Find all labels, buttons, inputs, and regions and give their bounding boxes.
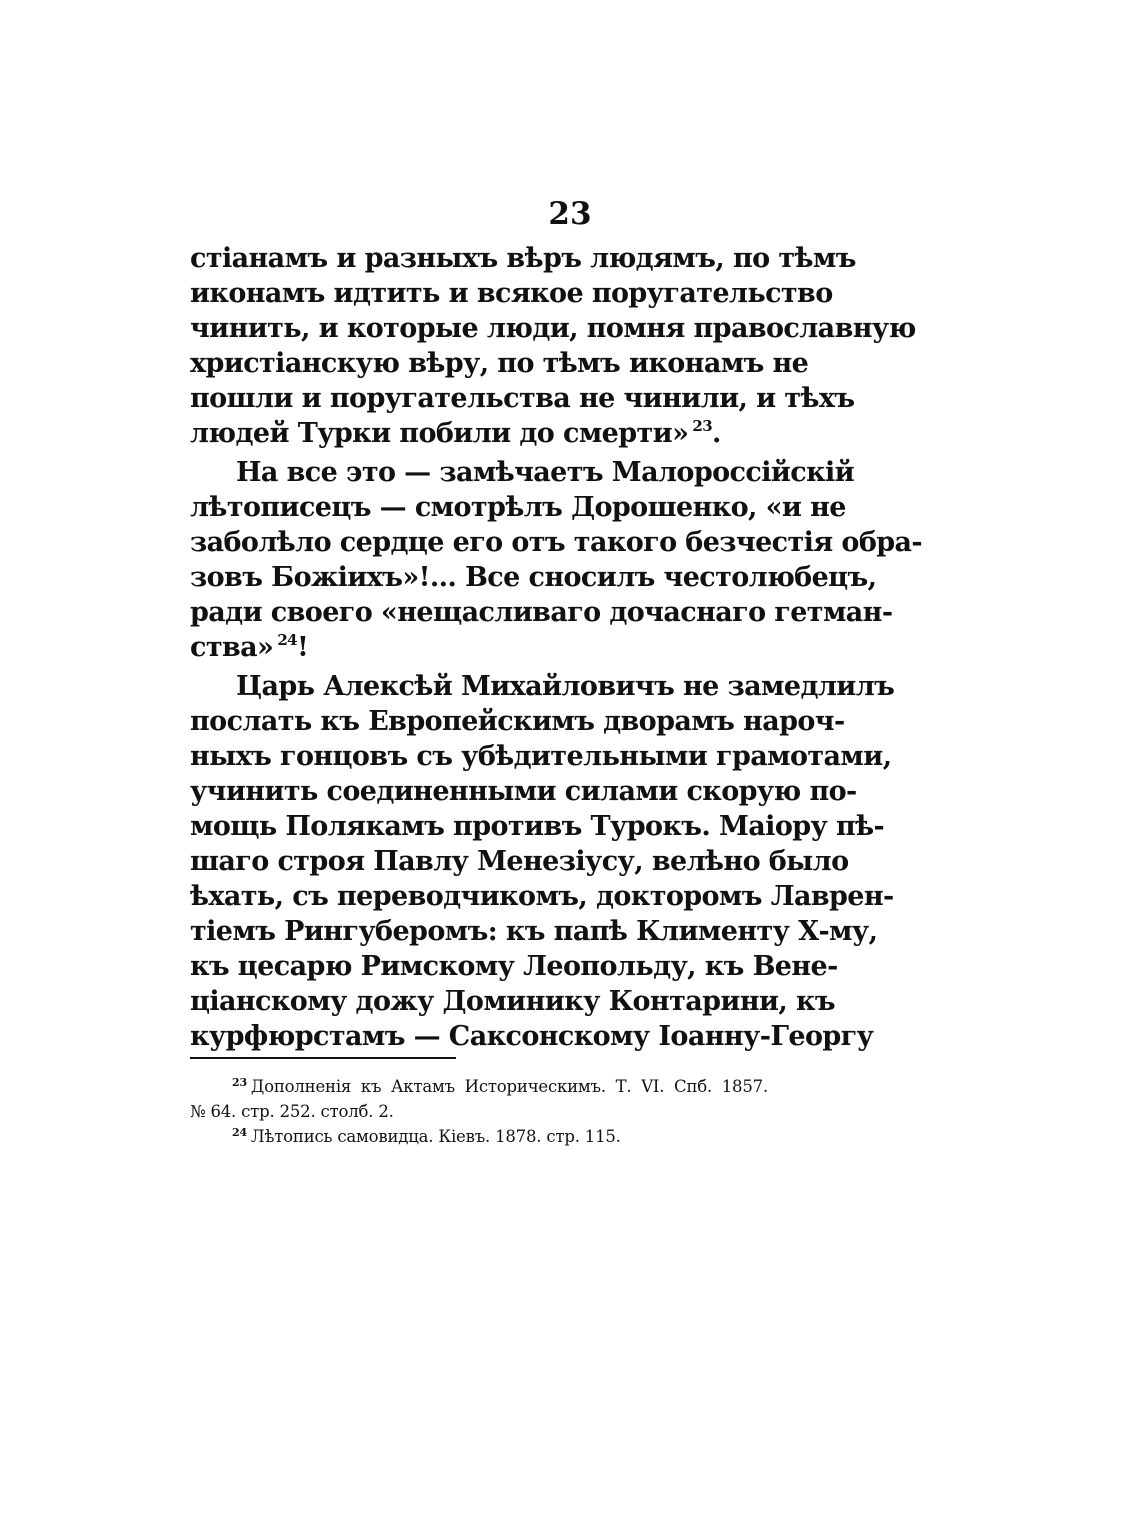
text-line-content: людей Турки побили до смерти» <box>190 418 689 449</box>
text-line: учинить соединенными силами скорую по- <box>190 776 857 807</box>
footnote-24 <box>190 1124 768 1149</box>
text-line: На все это — замѣчаетъ Малороссійскій <box>236 457 855 488</box>
text-line: чинить, и которые люди, помня православную <box>190 313 916 344</box>
text-line: послать къ Европейскимъ дворамъ нароч- <box>190 706 845 737</box>
text-line: шаго строя Павлу Менезіусу, велѣно было <box>190 846 849 877</box>
text-line <box>190 630 768 665</box>
text-line: лѣтописецъ — смотрѣлъ Дорошенко, «и не <box>190 492 846 523</box>
text-line: иконамъ идтить и всякое поругательство <box>190 278 833 309</box>
text-line: пошли и поругательства не чинили, и тѣхъ <box>190 383 855 414</box>
footnotes <box>190 1074 768 1149</box>
text-line: мощь Полякамъ противъ Турокъ. Маіору пѣ- <box>190 811 885 842</box>
footnote-divider <box>190 1057 456 1059</box>
text-line: курфюрстамъ — Саксонскому Іоанну-Георгу <box>190 1021 874 1052</box>
text-line: ныхъ гонцовъ съ убѣдительными грамотами, <box>190 741 892 772</box>
text-line: зовъ Божіихъ»!... Все сносилъ честолюбецъ, <box>190 562 877 593</box>
text-line: ціанскому дожу Доминику Контарини, къ <box>190 986 836 1017</box>
body-text <box>190 241 923 1054</box>
footnote-ref-punct: ! <box>297 632 309 663</box>
footnote-ref-punct: . <box>712 418 721 449</box>
footnote-23-continued: № 64. стр. 252. столб. 2. <box>190 1102 394 1121</box>
page-number: 23 <box>548 196 592 232</box>
text-line: тіемъ Рингуберомъ: къ папѣ Клименту Х-му, <box>190 916 878 947</box>
text-line: къ цесарю Римскому Леопольду, къ Вене- <box>190 951 838 982</box>
text-line <box>190 416 768 451</box>
footnote-text: Дополненія къ Актамъ Историческимъ. Т. VI. Спб. 1857. <box>250 1077 768 1096</box>
text-line-content: ства» <box>190 632 274 663</box>
text-line: стіанамъ и разныхъ вѣръ людямъ, по тѣмъ <box>190 243 856 274</box>
footnote-ref-24: 24 <box>277 631 297 649</box>
footnote-text: Лѣтопись самовидца. Кіевъ. 1878. стр. 115. <box>250 1127 621 1146</box>
footnote-number: 23 <box>232 1076 247 1089</box>
text-line: ѣхать, съ переводчикомъ, докторомъ Лаврен- <box>190 881 894 912</box>
footnote-ref-23: 23 <box>692 417 713 435</box>
footnote-number: 24 <box>232 1126 247 1139</box>
text-line: заболѣло сердце его отъ такого безчестія обра- <box>190 527 923 558</box>
footnote-23 <box>190 1074 768 1099</box>
text-line: христіанскую вѣру, по тѣмъ иконамъ не <box>190 348 809 379</box>
text-line: Царь Алексѣй Михайловичъ не замедлилъ <box>236 671 895 702</box>
text-line: ради своего «нещасливаго дочаснаго гетман- <box>190 597 893 628</box>
